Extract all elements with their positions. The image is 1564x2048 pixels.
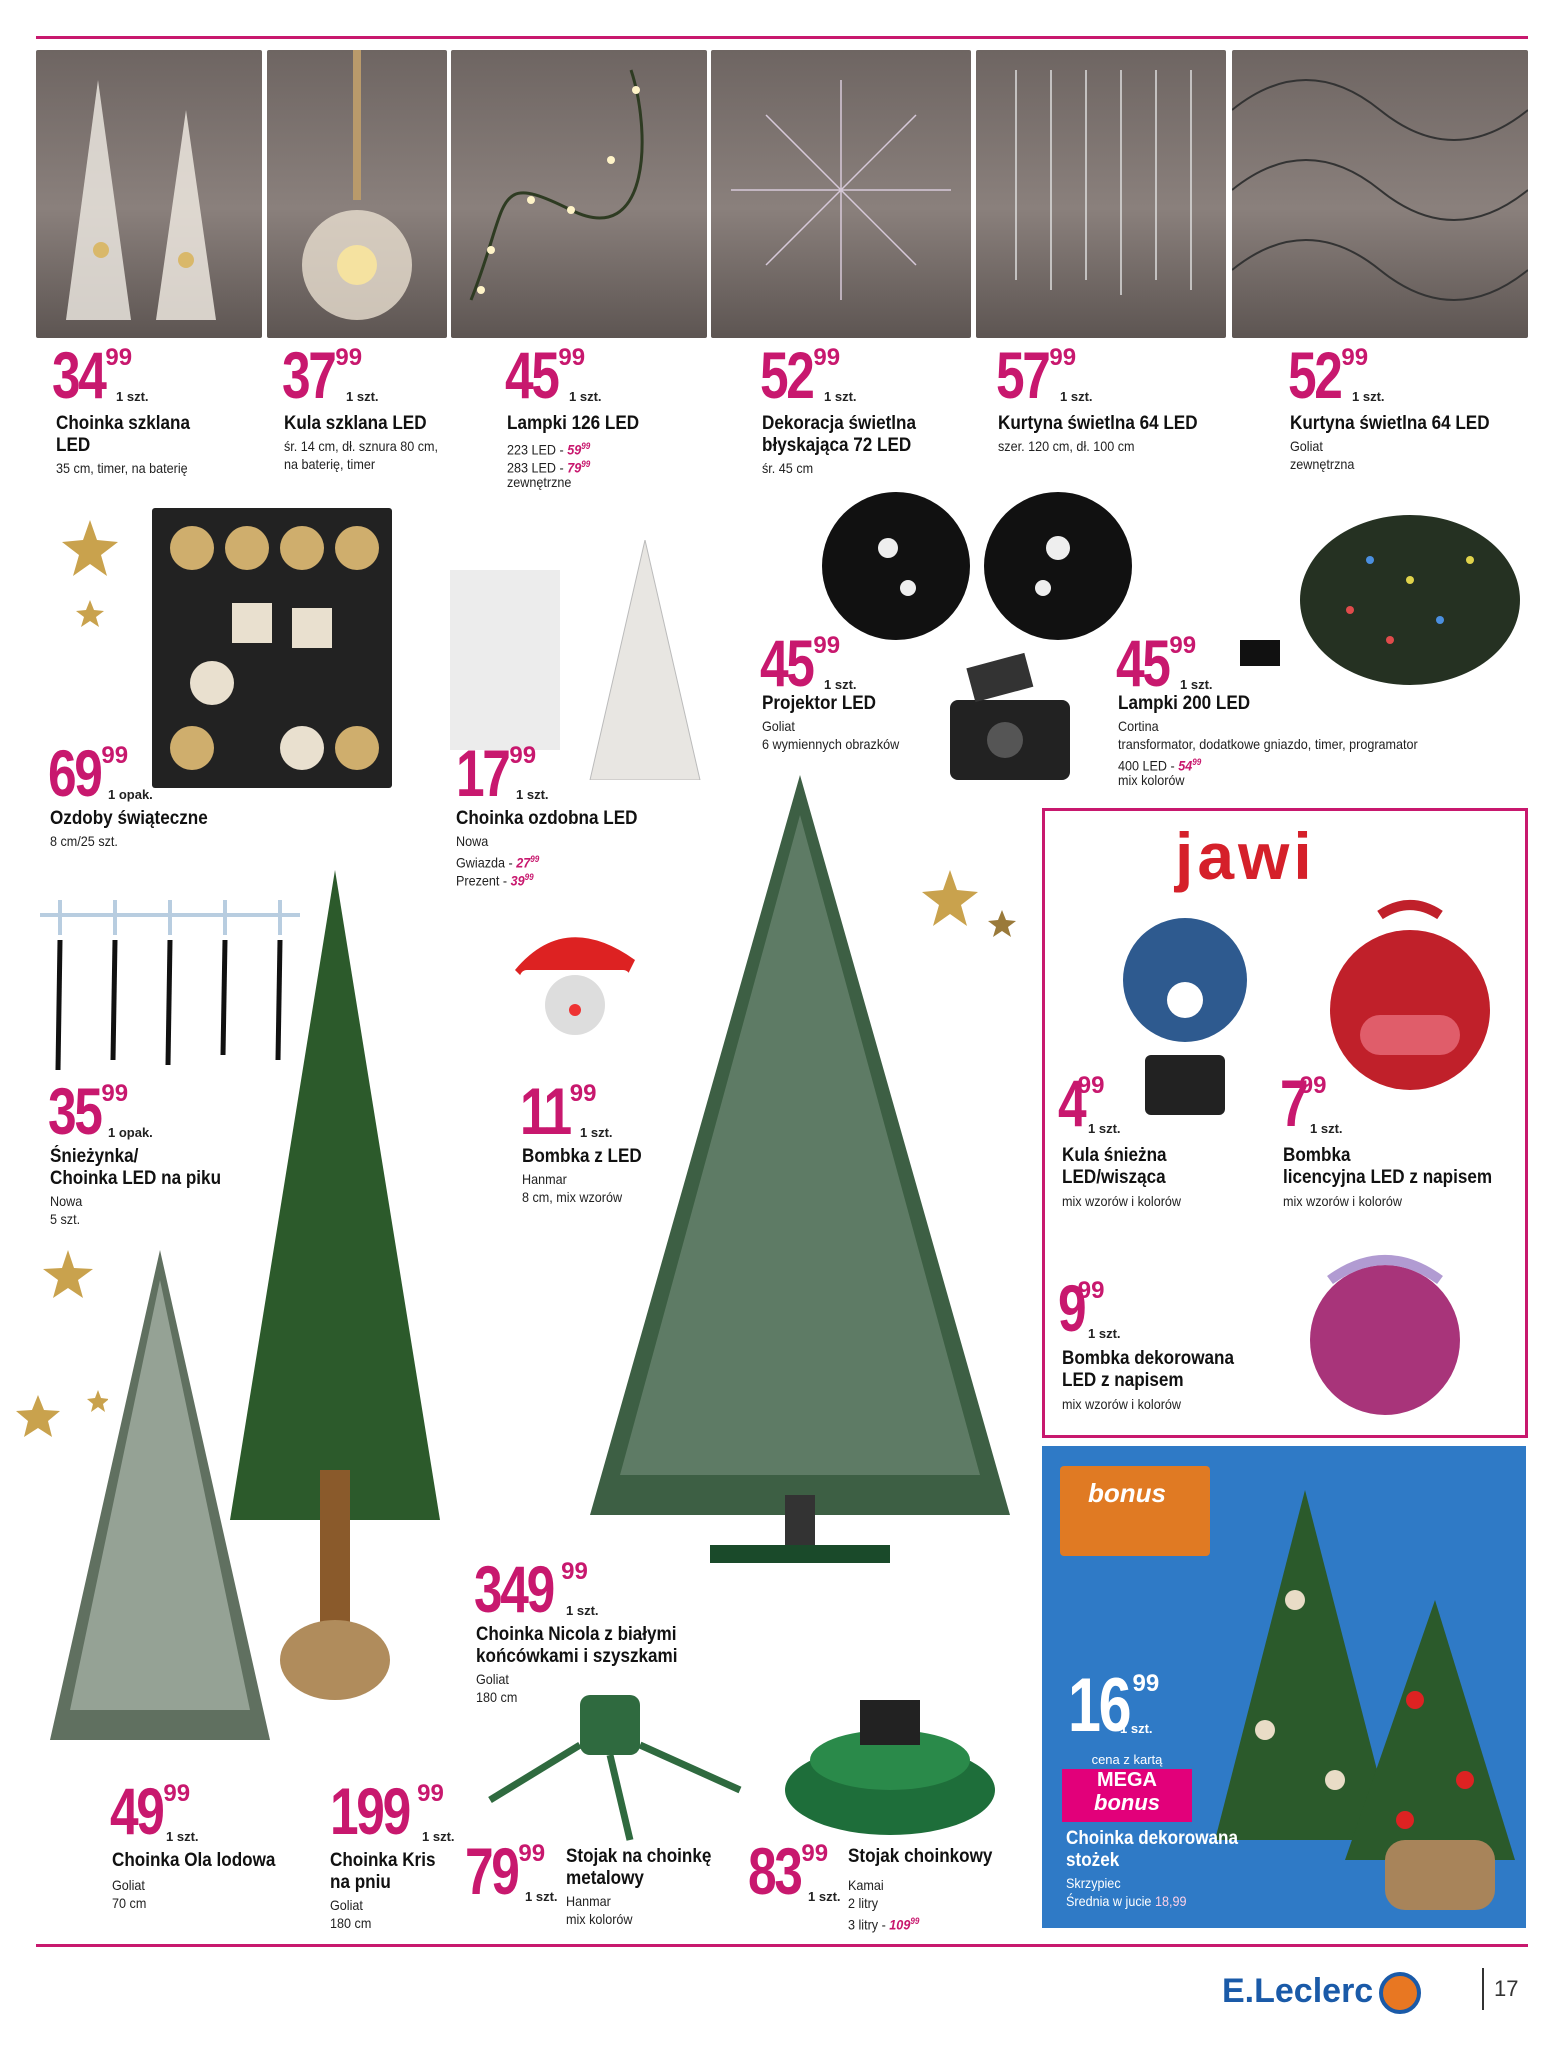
product-detail: transformator, dodatkowe gniazdo, timer, programator bbox=[1118, 736, 1418, 752]
product-detail: 70 cm bbox=[112, 1895, 147, 1911]
jawi-logo: jawi bbox=[1175, 819, 1316, 893]
price-unit: 1 szt. bbox=[166, 1829, 199, 1844]
product-detail: szer. 120 cm, dł. 100 cm bbox=[998, 438, 1135, 454]
photo-starburst bbox=[711, 50, 971, 338]
product-detail: Goliat bbox=[476, 1671, 509, 1687]
product-detail: 6 wymiennych obrazków bbox=[762, 736, 900, 752]
price-p16 bbox=[474, 1552, 599, 1626]
price-p1 bbox=[52, 338, 149, 412]
product-name: Kula śnieżna bbox=[1062, 1145, 1167, 1166]
photo-curtain bbox=[976, 50, 1226, 338]
price-unit: 1 szt. bbox=[1060, 389, 1093, 404]
product-detail: zewnętrzna bbox=[1290, 456, 1355, 472]
price-dec: 99 bbox=[1077, 1072, 1105, 1099]
price-int: 45 bbox=[1116, 626, 1169, 700]
product-detail: na baterię, timer bbox=[284, 456, 376, 472]
price-int: 16 bbox=[1068, 1663, 1130, 1748]
price-dec: 99 bbox=[813, 632, 841, 659]
product-name: LED bbox=[56, 435, 91, 456]
detail-price: 18,99 bbox=[1154, 1893, 1187, 1909]
product-name: Dekoracja świetlna bbox=[762, 413, 916, 434]
product-name: błyskająca 72 LED bbox=[762, 435, 912, 456]
photo-lights-200 bbox=[1240, 500, 1530, 700]
photo-metal-stand bbox=[470, 1690, 760, 1850]
price-dec: 99 bbox=[1132, 1670, 1160, 1697]
product-detail: mix kolorów bbox=[1118, 772, 1185, 788]
product-name: Choinka LED na piku bbox=[50, 1168, 222, 1189]
price-p5 bbox=[996, 338, 1093, 412]
product-detail: 8 cm/25 szt. bbox=[50, 833, 118, 849]
product-detail bbox=[456, 868, 534, 890]
detail-price: 109 bbox=[889, 1916, 911, 1933]
price-p13 bbox=[1058, 1066, 1121, 1140]
detail-price: 59 bbox=[567, 441, 582, 458]
price-p9 bbox=[48, 736, 153, 810]
page-separator bbox=[1482, 1968, 1484, 2010]
product-name: Lampki 126 LED bbox=[507, 413, 640, 434]
photo-santa-bauble bbox=[505, 910, 645, 1040]
price-dec: 99 bbox=[561, 1558, 588, 1585]
product-detail: Goliat bbox=[1290, 438, 1323, 454]
product-detail: 180 cm bbox=[330, 1915, 372, 1931]
product-name: licencyjna LED z napisem bbox=[1283, 1167, 1493, 1188]
product-detail: mix wzorów i kolorów bbox=[1062, 1193, 1182, 1209]
price-p3 bbox=[505, 338, 602, 412]
product-name: Projektor LED bbox=[762, 693, 877, 714]
detail-text: 283 LED - bbox=[507, 459, 568, 476]
product-name: Choinka Ola lodowa bbox=[112, 1850, 276, 1871]
price-p10 bbox=[456, 736, 549, 810]
price-unit: 1 szt. bbox=[1088, 1121, 1121, 1136]
bonus-card-text: bonus bbox=[1088, 1478, 1166, 1508]
leclerc-l-icon bbox=[1379, 1972, 1421, 2014]
product-detail: śr. 45 cm bbox=[762, 460, 814, 476]
photo-lights-126 bbox=[451, 50, 707, 338]
price-p14 bbox=[1280, 1066, 1343, 1140]
product-name: Śnieżynka/ bbox=[50, 1146, 139, 1167]
product-detail: Hanmar bbox=[566, 1893, 611, 1909]
detail-text: 223 LED - bbox=[507, 441, 568, 458]
price-unit: 1 szt. bbox=[1088, 1326, 1121, 1341]
price-unit: 1 szt. bbox=[1310, 1121, 1343, 1136]
price-dec: 99 bbox=[163, 1780, 191, 1807]
price-dec: 99 bbox=[101, 1080, 129, 1107]
product-name: Choinka dekorowana bbox=[1066, 1828, 1238, 1849]
detail-text: Gwiazda - bbox=[456, 854, 517, 871]
product-detail bbox=[848, 1912, 919, 1934]
product-detail: mix wzorów i kolorów bbox=[1062, 1396, 1182, 1412]
price-p2 bbox=[282, 338, 379, 412]
photo-projector bbox=[930, 650, 1090, 790]
product-name: Bombka z LED bbox=[522, 1146, 642, 1167]
product-detail: 5 szt. bbox=[50, 1211, 81, 1227]
price-unit: 1 szt. bbox=[569, 389, 602, 404]
price-int: 49 bbox=[110, 1774, 163, 1848]
price-p11 bbox=[48, 1074, 153, 1148]
photo-glass-trees bbox=[36, 50, 262, 338]
price-unit: 1 szt. bbox=[525, 1889, 558, 1904]
top-rule bbox=[36, 36, 1528, 39]
mega-label: MEGA bbox=[1097, 1769, 1157, 1791]
price-int: 45 bbox=[505, 338, 558, 412]
detail-price-dec: 99 bbox=[581, 441, 591, 451]
product-detail: zewnętrzne bbox=[507, 474, 572, 490]
price-p20 bbox=[748, 1834, 841, 1908]
price-unit: 1 szt. bbox=[824, 677, 857, 692]
bonus-label: bonus bbox=[1094, 1790, 1160, 1815]
product-detail: 35 cm, timer, na baterię bbox=[56, 460, 188, 476]
price-dec: 99 bbox=[509, 742, 537, 769]
photo-licensed-bauble bbox=[1320, 895, 1500, 1095]
product-detail: Kamai bbox=[848, 1877, 884, 1893]
price-p12 bbox=[520, 1074, 613, 1148]
detail-price-dec: 99 bbox=[1192, 757, 1202, 767]
price-int: 45 bbox=[760, 626, 813, 700]
product-detail: Hanmar bbox=[522, 1171, 567, 1187]
product-detail: Goliat bbox=[330, 1897, 363, 1913]
price-unit: 1 opak. bbox=[108, 1125, 153, 1140]
price-int: 79 bbox=[465, 1834, 518, 1908]
product-name: Bombka bbox=[1283, 1145, 1351, 1166]
product-detail: Skrzypiec bbox=[1066, 1875, 1121, 1891]
detail-text: 3 litry - bbox=[848, 1916, 890, 1933]
price-dec: 99 bbox=[1169, 632, 1197, 659]
product-name: Kula szklana LED bbox=[284, 413, 427, 434]
product-name: metalowy bbox=[566, 1868, 644, 1889]
price-p6 bbox=[1288, 338, 1385, 412]
product-detail: Nowa bbox=[50, 1193, 83, 1209]
price-p7 bbox=[760, 626, 857, 700]
price-p15 bbox=[1058, 1271, 1121, 1345]
price-int: 9 bbox=[1058, 1271, 1085, 1345]
product-name: stożek bbox=[1066, 1850, 1120, 1871]
price-dec: 99 bbox=[1077, 1277, 1105, 1304]
product-name: Ozdoby świąteczne bbox=[50, 808, 208, 829]
price-int: 69 bbox=[48, 736, 101, 810]
detail-price: 54 bbox=[1178, 757, 1193, 774]
price-unit: 1 szt. bbox=[1180, 677, 1213, 692]
product-detail: Goliat bbox=[112, 1877, 145, 1893]
projector-images bbox=[818, 488, 1138, 648]
price-unit: 1 szt. bbox=[580, 1125, 613, 1140]
product-name: końcówkami i szyszkami bbox=[476, 1646, 678, 1667]
product-detail: mix kolorów bbox=[566, 1911, 633, 1927]
price-p18 bbox=[330, 1774, 455, 1848]
price-int: 4 bbox=[1058, 1066, 1085, 1140]
detail-price-dec: 99 bbox=[530, 854, 540, 864]
detail-price-dec: 99 bbox=[910, 1916, 920, 1926]
price-dec: 99 bbox=[801, 1840, 829, 1867]
price-dec: 99 bbox=[1299, 1072, 1327, 1099]
product-detail: Goliat bbox=[762, 718, 795, 734]
product-detail bbox=[1066, 1892, 1186, 1910]
photo-glass-ball bbox=[267, 50, 447, 338]
price-p17 bbox=[110, 1774, 199, 1848]
bonus-card bbox=[1060, 1466, 1210, 1556]
price-dec: 99 bbox=[1341, 344, 1369, 371]
price-int: 83 bbox=[748, 1834, 801, 1908]
price-unit: 1 szt. bbox=[566, 1603, 599, 1618]
price-dec: 99 bbox=[558, 344, 586, 371]
detail-price: 39 bbox=[510, 872, 525, 889]
price-dec: 99 bbox=[101, 742, 129, 769]
price-p4 bbox=[760, 338, 857, 412]
product-name: Choinka Kris bbox=[330, 1850, 436, 1871]
price-int: 35 bbox=[48, 1074, 101, 1148]
price-int: 7 bbox=[1280, 1066, 1307, 1140]
product-name: Choinka szklana bbox=[56, 413, 191, 434]
product-name: Bombka dekorowana bbox=[1062, 1348, 1234, 1369]
product-detail: mix wzorów i kolorów bbox=[1283, 1193, 1403, 1209]
price-unit: 1 szt. bbox=[346, 389, 379, 404]
brand-logo bbox=[1222, 1972, 1421, 2014]
price-dec: 99 bbox=[813, 344, 841, 371]
photo-decorated-trees bbox=[1205, 1480, 1520, 1920]
product-name: Kurtyna świetlna 64 LED bbox=[1290, 413, 1490, 434]
detail-price-dec: 99 bbox=[581, 459, 591, 469]
product-name: Choinka ozdobna LED bbox=[456, 808, 638, 829]
product-detail: Cortina bbox=[1118, 718, 1159, 734]
price-p19 bbox=[465, 1834, 558, 1908]
photo-snow-globe bbox=[1115, 905, 1255, 1125]
price-int: 11 bbox=[520, 1074, 570, 1148]
price-dec: 99 bbox=[335, 344, 363, 371]
price-dec: 99 bbox=[417, 1780, 444, 1807]
mega-bonus-badge bbox=[1062, 1750, 1192, 1822]
card-price-label: cena z kartą bbox=[1062, 1750, 1192, 1769]
product-detail: Nowa bbox=[456, 833, 489, 849]
product-name: LED/wisząca bbox=[1062, 1167, 1166, 1188]
price-dec: 99 bbox=[105, 344, 133, 371]
price-int: 52 bbox=[1288, 338, 1341, 412]
price-unit: 1 szt. bbox=[422, 1829, 455, 1844]
price-int: 199 bbox=[330, 1774, 409, 1848]
price-dec: 99 bbox=[518, 1840, 546, 1867]
price-int: 52 bbox=[760, 338, 813, 412]
detail-text: Prezent - bbox=[456, 872, 511, 889]
price-dec: 99 bbox=[1049, 344, 1077, 371]
stars-decoration-right bbox=[920, 870, 1020, 950]
bottom-rule bbox=[36, 1944, 1528, 1947]
detail-price: 79 bbox=[567, 459, 582, 476]
price-unit: 1 szt. bbox=[808, 1889, 841, 1904]
detail-price-dec: 99 bbox=[524, 872, 534, 882]
price-unit: 1 opak. bbox=[108, 787, 153, 802]
price-p8 bbox=[1116, 626, 1213, 700]
price-int: 57 bbox=[996, 338, 1049, 412]
price-unit: 1 szt. bbox=[824, 389, 857, 404]
photo-net-lights bbox=[1232, 50, 1528, 338]
product-detail: 8 cm, mix wzorów bbox=[522, 1189, 623, 1205]
gold-stars-decoration bbox=[60, 520, 120, 630]
detail-text: Średnia w jucie bbox=[1066, 1893, 1155, 1909]
price-p21 bbox=[1068, 1663, 1160, 1748]
detail-text: 400 LED - bbox=[1118, 757, 1179, 774]
stars-decoration-left bbox=[8, 1250, 108, 1450]
price-unit: 1 szt. bbox=[1120, 1721, 1153, 1736]
product-name: LED z napisem bbox=[1062, 1370, 1184, 1391]
product-name: Kurtyna świetlna 64 LED bbox=[998, 413, 1198, 434]
product-detail: 180 cm bbox=[476, 1689, 518, 1705]
product-name: Choinka Nicola z białymi bbox=[476, 1624, 677, 1645]
product-name: Stojak choinkowy bbox=[848, 1846, 993, 1867]
product-name: na pniu bbox=[330, 1872, 391, 1893]
price-int: 34 bbox=[52, 338, 105, 412]
price-unit: 1 szt. bbox=[1352, 389, 1385, 404]
page-number: 17 bbox=[1494, 1976, 1519, 2001]
price-int: 37 bbox=[282, 338, 335, 412]
product-name: Stojak na choinkę bbox=[566, 1846, 712, 1867]
product-detail: śr. 14 cm, dł. sznura 80 cm, bbox=[284, 438, 439, 454]
product-detail: 2 litry bbox=[848, 1895, 879, 1911]
price-int: 349 bbox=[474, 1552, 553, 1626]
price-int: 17 bbox=[456, 736, 509, 810]
price-unit: 1 szt. bbox=[516, 787, 549, 802]
photo-purple-bauble bbox=[1290, 1240, 1480, 1420]
product-name: Lampki 200 LED bbox=[1118, 693, 1251, 714]
photo-plastic-stand bbox=[775, 1680, 1005, 1840]
photo-ornament-box bbox=[152, 508, 392, 788]
price-unit: 1 szt. bbox=[116, 389, 149, 404]
price-dec: 99 bbox=[569, 1080, 597, 1107]
brand-name: E.Leclerc bbox=[1222, 1972, 1374, 2010]
detail-price: 27 bbox=[516, 854, 531, 871]
